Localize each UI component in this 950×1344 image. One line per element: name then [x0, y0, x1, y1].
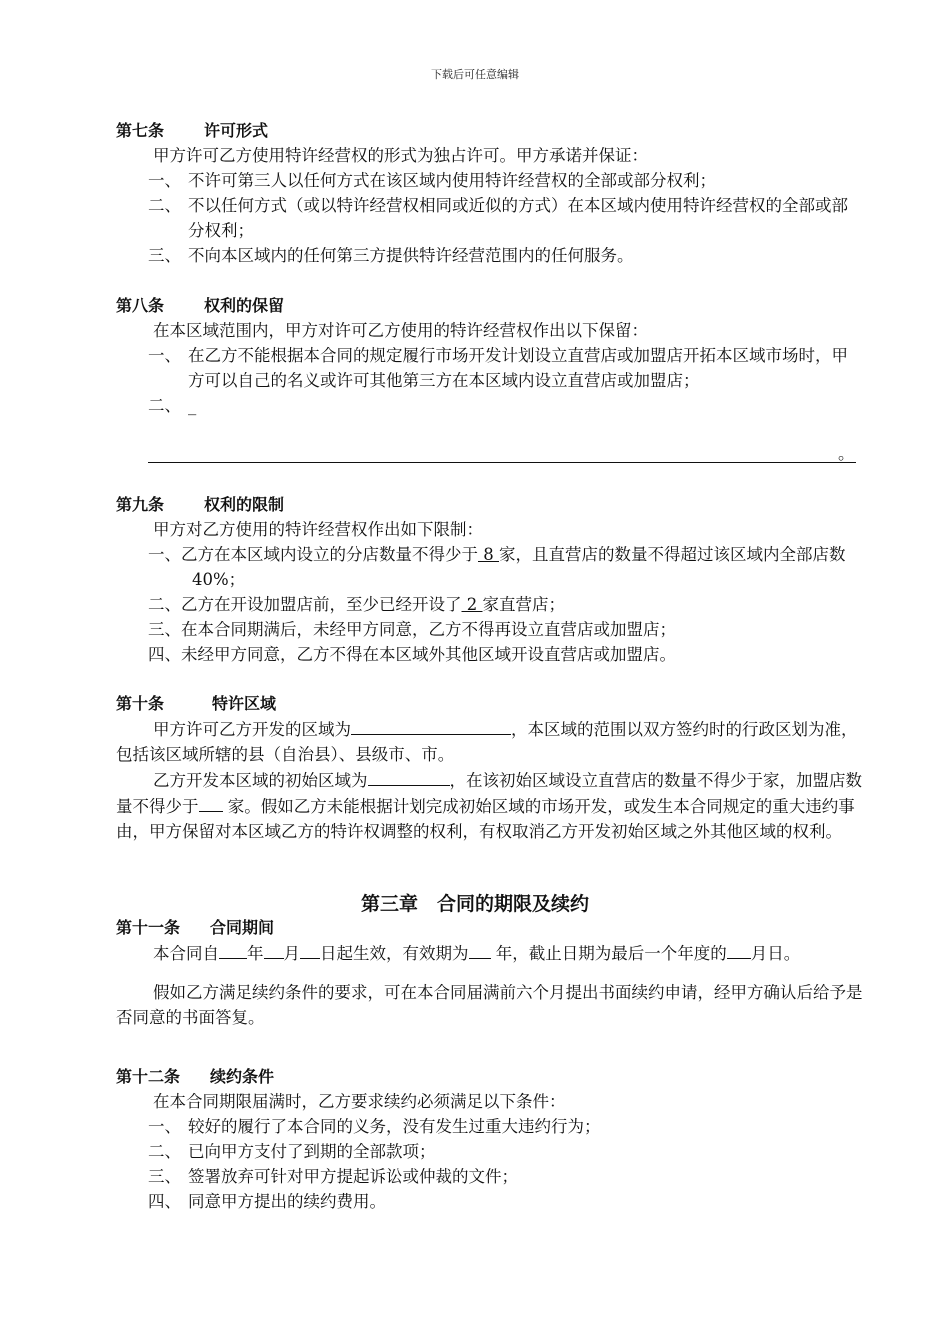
- page-header: 下载后可任意编辑: [431, 68, 519, 81]
- period-mark: 。: [838, 444, 855, 463]
- article-9-item-2: 二、乙方在开设加盟店前，至少已经开设了 2 家直营店；: [148, 595, 565, 614]
- article-10-para-1: 甲方许可乙方开发的区域为 ，本区域的范围以双方签约时的行政区划为准，包括该区域所辖的县（自治县）、县级市、市。: [116, 716, 864, 767]
- article-7-intro: 甲方许可乙方使用特许经营权的形式为独占许可。甲方承诺并保证：: [153, 146, 648, 165]
- article-8-item-2: 二、 _: [148, 396, 197, 415]
- article-9-intro: 甲方对乙方使用的特许经营权作出如下限制：: [153, 520, 483, 539]
- article-11-para-1: 本合同自 年 月 日起生效，有效期为 年，截止日期为最后一个年度的 月日。: [116, 940, 864, 966]
- article-9-item-3: 三、在本合同期满后，未经甲方同意，乙方不得再设立直营店或加盟店；: [148, 620, 676, 639]
- article-11-para-2: 假如乙方满足续约条件的要求，可在本合同届满前六个月提出书面续约申请，经甲方确认后给予是否同意的书面答复。: [116, 983, 863, 1027]
- article-7-item-1: 一、 不许可第三人以任何方式在该区域内使用特许经营权的全部或部分权利；: [148, 171, 716, 190]
- article-12-body: [116, 1089, 862, 1214]
- article-11-title: 第十一条 合同期间: [116, 918, 275, 937]
- article-12-title: 第十二条 续约条件: [116, 1067, 275, 1086]
- article-7-title: 第七条 许可形式: [116, 121, 269, 140]
- chapter-title: 第三章 合同的期限及续约: [360, 893, 589, 915]
- article-12-item-3: 三、 签署放弃可针对甲方提起诉讼或仲裁的文件；: [148, 1167, 518, 1186]
- article-10-title: 第十条 特许区域: [116, 694, 277, 713]
- article-12-item-4: 四、 同意甲方提出的续约费用。: [148, 1192, 386, 1211]
- article-12-item-2: 二、 已向甲方支付了到期的全部款项；: [148, 1142, 436, 1161]
- article-9-body: [116, 517, 862, 667]
- article-7-item-3: 三、 不向本区域内的任何第三方提供特许经营范围内的任何服务。: [148, 246, 634, 265]
- article-8-item-1: 一、 在乙方不能根据本合同的规定履行市场开发计划设立直营店或加盟店开拓本区域市场时，甲方可以自己的名义或许可其他第三方在本区域内设立直营店或加盟店；: [148, 346, 848, 390]
- article-7-item-2: 二、 不以任何方式（或以特许经营权相同或近似的方式）在本区域内使用特许经营权的全部或部分权利；: [148, 196, 848, 240]
- blank-fill-line: [148, 462, 856, 463]
- article-10-para-2: 乙方开发本区域的初始区域为 ，在该初始区域设立直营店的数量不得少于家，加盟店数量不得少于 家。假如乙方未能根据计划完成初始区域的市场开发，或发生本合同规定的重大违约事由，甲方保留对本区域乙方的特许权调整的权利，有权取消乙方开发初始区域之外其他区域的权利。: [116, 767, 864, 844]
- article-12-item-1: 一、 较好的履行了本合同的义务，没有发生过重大违约行为；: [148, 1117, 601, 1136]
- article-10-body: [116, 716, 864, 844]
- article-8-body: [116, 318, 862, 418]
- article-8-intro: 在本区域范围内，甲方对许可乙方使用的特许经营权作出以下保留：: [153, 321, 648, 340]
- article-8-title: 第八条 权利的保留: [116, 296, 285, 315]
- article-9-item-4: 四、未经甲方同意，乙方不得在本区域外其他区域开设直营店或加盟店。: [148, 645, 676, 664]
- article-11-body: [116, 940, 864, 1030]
- article-7-body: [116, 143, 862, 268]
- article-9-item-1: 一、乙方在本区域内设立的分店数量不得少于 8 家，且直营店的数量不得超过该区域内全部店数 40%；: [148, 545, 846, 589]
- article-9-title: 第九条 权利的限制: [116, 495, 285, 514]
- article-12-intro: 在本合同期限届满时，乙方要求续约必须满足以下条件：: [153, 1092, 566, 1111]
